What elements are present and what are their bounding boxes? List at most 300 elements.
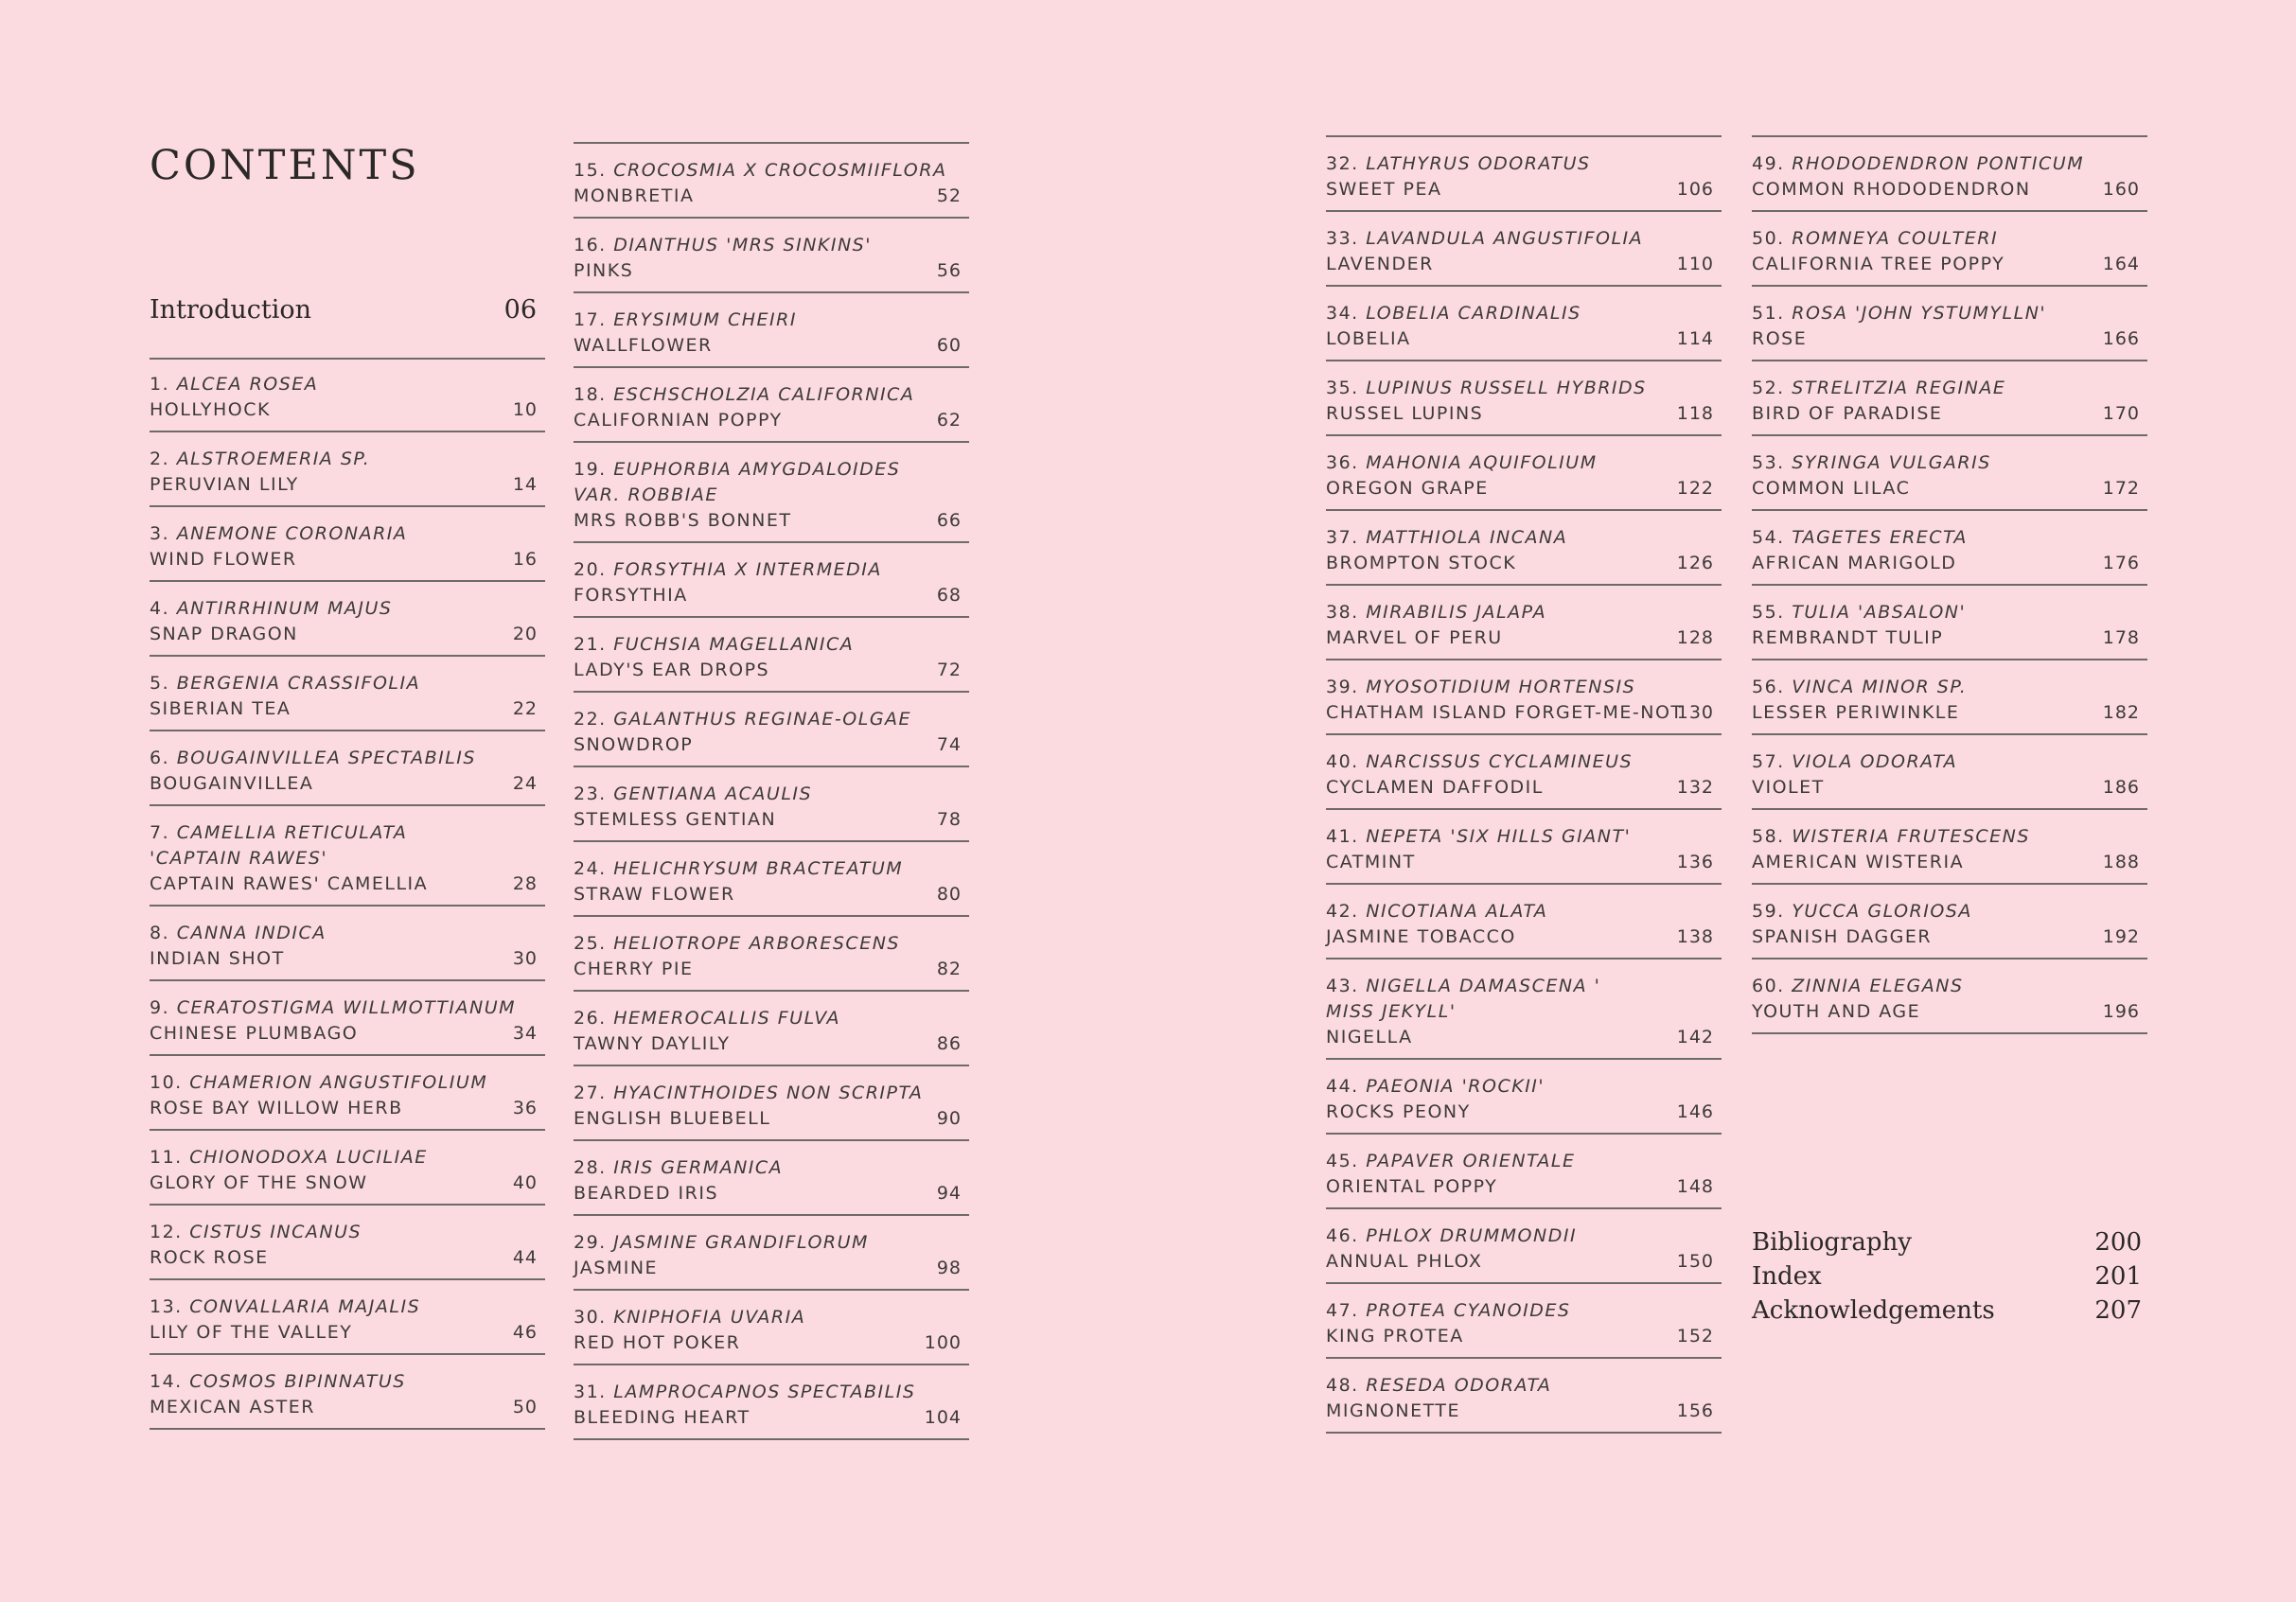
scientific-name-line	[1326, 301, 1581, 326]
scientific-name-line	[150, 1070, 487, 1096]
toc-entry[interactable]	[150, 582, 545, 657]
toc-entry[interactable]	[150, 1206, 545, 1280]
toc-entry[interactable]	[1752, 660, 2147, 735]
toc-entry[interactable]	[574, 443, 969, 543]
scientific-name	[150, 1145, 428, 1171]
scientific-name	[574, 1380, 915, 1405]
scientific-name-text: MAHONIA AQUIFOLIUM	[1366, 452, 1598, 473]
toc-entry[interactable]	[574, 1291, 969, 1365]
scientific-name-line	[574, 1155, 783, 1181]
backmatter-acknowledgements[interactable]	[1752, 1294, 2142, 1328]
introduction-label: Introduction	[150, 295, 311, 325]
toc-entry[interactable]	[1752, 810, 2147, 885]
common-name: BEARDED IRIS	[574, 1183, 719, 1204]
scientific-name	[1326, 376, 1647, 401]
toc-entry[interactable]	[574, 368, 969, 443]
common-name: MRS ROBB'S BONNET	[574, 510, 792, 531]
entry-number: 28.	[574, 1157, 607, 1178]
page-number: 130	[1676, 702, 1714, 723]
entry-number: 24.	[574, 858, 607, 879]
page-number: 72	[936, 660, 962, 680]
entry-number: 13.	[150, 1296, 183, 1317]
common-name: INDIAN SHOT	[150, 948, 285, 969]
scientific-name-text: KNIPHOFIA UVARIA	[613, 1307, 806, 1328]
entry-number: 55.	[1752, 602, 1785, 623]
scientific-name-line	[1326, 899, 1547, 924]
scientific-name-line	[574, 1081, 923, 1106]
scientific-name-line	[1326, 1373, 1551, 1399]
entry-number: 36.	[1326, 452, 1359, 473]
toc-entry[interactable]	[1326, 1135, 1722, 1209]
scientific-name	[574, 1230, 869, 1256]
scientific-name	[1752, 226, 1998, 252]
scientific-name-line	[1326, 749, 1633, 775]
scientific-name	[1326, 1298, 1570, 1324]
entry-list-4	[1752, 137, 2147, 1034]
page-number: 142	[1676, 1027, 1714, 1047]
scientific-name-line	[574, 1305, 805, 1330]
common-name: MEXICAN ASTER	[150, 1397, 315, 1417]
toc-entry[interactable]	[574, 219, 969, 293]
common-name: CHERRY PIE	[574, 959, 694, 979]
entry-number: 15.	[574, 160, 607, 181]
common-name: STRAW FLOWER	[574, 884, 735, 905]
entry-number: 20.	[574, 559, 607, 580]
entry-number: 22.	[574, 709, 607, 730]
scientific-name	[1326, 974, 1600, 1025]
scientific-name-text: DIANTHUS 'MRS SINKINS'	[613, 235, 872, 255]
scientific-name-text: FUCHSIA MAGELLANICA	[613, 634, 855, 655]
entry-number: 19.	[574, 459, 607, 480]
entry-number: 49.	[1752, 153, 1785, 174]
page-number: 56	[936, 260, 962, 281]
backmatter-page: 201	[2094, 1262, 2142, 1291]
page-number: 46	[512, 1322, 538, 1343]
scientific-name-text: RHODODENDRON PONTICUM	[1792, 153, 2085, 174]
scientific-name	[150, 921, 327, 946]
page-number: 74	[936, 734, 962, 755]
backmatter-bibliography[interactable]	[1752, 1225, 2142, 1259]
page-number: 100	[924, 1332, 962, 1353]
backmatter-page: 207	[2094, 1296, 2142, 1325]
common-name: ROSE	[1752, 328, 1808, 349]
page-number: 106	[1676, 179, 1714, 200]
page-number: 150	[1676, 1251, 1714, 1272]
scientific-name	[574, 557, 882, 583]
common-name: COMMON RHODODENDRON	[1752, 179, 2031, 200]
page-number: 30	[512, 948, 538, 969]
entry-number: 51.	[1752, 303, 1785, 324]
toc-entry[interactable]	[1326, 1284, 1722, 1359]
common-name: REMBRANDT TULIP	[1752, 627, 1944, 648]
scientific-name-text: HELIOTROPE ARBORESCENS	[613, 933, 900, 954]
common-name: ROSE BAY WILLOW HERB	[150, 1098, 403, 1118]
toc-entry[interactable]	[574, 1066, 969, 1141]
toc-entry[interactable]	[150, 907, 545, 981]
scientific-name-text: NICOTIANA ALATA	[1366, 901, 1548, 922]
toc-entry[interactable]	[1752, 959, 2147, 1034]
scientific-name-text: PHLOX DRUMMONDII	[1366, 1225, 1578, 1246]
scientific-name	[574, 782, 812, 807]
scientific-name-text: VIOLA ODORATA	[1792, 751, 1958, 772]
entry-number: 35.	[1326, 378, 1359, 398]
scientific-name	[150, 671, 420, 696]
toc-entry[interactable]	[1752, 586, 2147, 660]
common-name: BROMPTON STOCK	[1326, 553, 1517, 573]
toc-entry[interactable]	[150, 1280, 545, 1355]
toc-entry[interactable]	[574, 842, 969, 917]
scientific-name-line	[574, 158, 946, 184]
common-name: JASMINE	[574, 1258, 659, 1278]
toc-entry[interactable]	[1326, 660, 1722, 735]
entry-number: 14.	[150, 1371, 183, 1392]
scientific-name-text: CANNA INDICA	[176, 923, 327, 943]
entry-number: 53.	[1752, 452, 1785, 473]
toc-entry[interactable]	[150, 1355, 545, 1430]
backmatter-label: Acknowledgements	[1752, 1296, 1995, 1325]
common-name: PERUVIAN LILY	[150, 474, 299, 495]
toc-entry[interactable]	[574, 293, 969, 368]
scientific-name	[1326, 301, 1581, 326]
common-name: ROCK ROSE	[150, 1247, 269, 1268]
scientific-name	[1326, 525, 1567, 551]
scientific-name	[1752, 749, 1957, 775]
scientific-name-line	[150, 447, 370, 472]
toc-entry[interactable]	[1752, 511, 2147, 586]
scientific-name-line	[1326, 600, 1546, 625]
scientific-name	[1326, 226, 1643, 252]
scientific-name-line	[1326, 151, 1591, 177]
common-name: ORIENTAL POPPY	[1326, 1176, 1498, 1197]
common-name: GLORY OF THE SNOW	[150, 1172, 368, 1193]
scientific-name-line	[574, 1006, 840, 1031]
toc-entry[interactable]	[150, 657, 545, 731]
scientific-name-text: PAEONIA 'ROCKII'	[1366, 1076, 1545, 1097]
scientific-name	[1752, 450, 1991, 476]
entry-number: 32.	[1326, 153, 1359, 174]
scientific-name-text: BERGENIA CRASSIFOLIA	[176, 673, 421, 694]
toc-entry[interactable]	[1326, 586, 1722, 660]
scientific-name	[574, 1305, 805, 1330]
entry-number: 34.	[1326, 303, 1359, 324]
common-name: LAVENDER	[1326, 254, 1434, 274]
scientific-name	[1326, 600, 1546, 625]
toc-entry[interactable]	[1752, 735, 2147, 810]
scientific-name	[150, 995, 516, 1021]
entry-number: 2.	[150, 449, 170, 469]
entry-number: 21.	[574, 634, 607, 655]
page-number: 128	[1676, 627, 1714, 648]
common-name: MARVEL OF PERU	[1326, 627, 1503, 648]
scientific-name-line	[574, 632, 854, 658]
toc-entry[interactable]	[150, 1131, 545, 1206]
toc-entry[interactable]	[1326, 137, 1722, 212]
common-name: HOLLYHOCK	[150, 399, 271, 420]
scientific-name	[150, 521, 407, 547]
toc-entry[interactable]	[574, 144, 969, 219]
scientific-name-text: HELICHRYSUM BRACTEATUM	[613, 858, 904, 879]
page-number: 98	[936, 1258, 962, 1278]
scientific-name-text: WISTERIA FRUTESCENS	[1792, 826, 2030, 847]
common-name: LESSER PERIWINKLE	[1752, 702, 1960, 723]
page-number: 186	[2102, 777, 2140, 798]
entry-number: 3.	[150, 523, 170, 544]
page-number: 172	[2102, 478, 2140, 499]
scientific-name	[1752, 974, 1964, 999]
toc-entry[interactable]	[150, 507, 545, 582]
scientific-name	[1752, 899, 1972, 924]
scientific-name-line	[574, 308, 797, 333]
page-number: 20	[512, 624, 538, 644]
entry-number: 37.	[1326, 527, 1359, 548]
toc-entry[interactable]	[574, 992, 969, 1066]
entry-number: 44.	[1326, 1076, 1359, 1097]
scientific-name	[1752, 675, 1967, 700]
scientific-name	[150, 372, 318, 397]
page-number: 110	[1676, 254, 1714, 274]
toc-entry[interactable]	[1326, 436, 1722, 511]
scientific-name	[1752, 824, 2030, 850]
scientific-name-text: SYRINGA VULGARIS	[1792, 452, 1991, 473]
toc-entry[interactable]	[1326, 1209, 1722, 1284]
entry-number: 17.	[574, 309, 607, 330]
common-name: RUSSEL LUPINS	[1326, 403, 1484, 424]
scientific-name-line	[1752, 824, 2030, 850]
scientific-name-line	[1752, 899, 1972, 924]
page-number: 34	[512, 1023, 538, 1044]
entry-number: 43.	[1326, 976, 1359, 996]
toc-entry[interactable]	[1326, 1359, 1722, 1434]
scientific-name-line	[1752, 226, 1998, 252]
toc-entry[interactable]	[574, 693, 969, 767]
toc-entry[interactable]	[1326, 361, 1722, 436]
scientific-name-line	[574, 782, 812, 807]
scientific-name-line-2: VAR. ROBBIAE	[574, 484, 718, 505]
page-number: 52	[936, 185, 962, 206]
page-number: 66	[936, 510, 962, 531]
scientific-name	[150, 820, 407, 871]
scientific-name-line	[150, 372, 318, 397]
toc-entry[interactable]	[150, 731, 545, 806]
scientific-name	[574, 856, 903, 882]
scientific-name-text: GALANTHUS REGINAE-OLGAE	[613, 709, 912, 730]
scientific-name	[1326, 1074, 1545, 1100]
toc-entry[interactable]	[1326, 810, 1722, 885]
toc-entry[interactable]	[574, 917, 969, 992]
entry-number: 4.	[150, 598, 170, 619]
page-number: 80	[936, 884, 962, 905]
toc-entry[interactable]	[1752, 361, 2147, 436]
scientific-name	[1326, 151, 1591, 177]
page-number: 44	[512, 1247, 538, 1268]
common-name: CAPTAIN RAWES' CAMELLIA	[150, 873, 429, 894]
page-number: 62	[936, 410, 962, 431]
scientific-name-text: LATHYRUS ODORATUS	[1366, 153, 1591, 174]
scientific-name-text: CAMELLIA RETICULATA	[176, 822, 408, 843]
scientific-name	[1752, 301, 2046, 326]
scientific-name-text: CHAMERION ANGUSTIFOLIUM	[189, 1072, 488, 1093]
page-number: 166	[2102, 328, 2140, 349]
scientific-name	[150, 1220, 362, 1245]
toc-entry[interactable]	[574, 618, 969, 693]
page-number: 146	[1676, 1101, 1714, 1122]
toc-entry[interactable]	[1326, 212, 1722, 287]
scientific-name-text: MATTHIOLA INCANA	[1366, 527, 1568, 548]
common-name: ANNUAL PHLOX	[1326, 1251, 1483, 1272]
toc-entry[interactable]	[574, 543, 969, 618]
page-number: 182	[2102, 702, 2140, 723]
scientific-name-line	[574, 931, 900, 957]
scientific-name	[574, 1155, 783, 1181]
scientific-name-line	[150, 746, 476, 771]
page-number: 94	[936, 1183, 962, 1204]
toc-entry[interactable]	[574, 767, 969, 842]
entry-number: 42.	[1326, 901, 1359, 922]
scientific-name-line	[1752, 675, 1967, 700]
toc-entry[interactable]	[1752, 436, 2147, 511]
scientific-name-text: FORSYTHIA X INTERMEDIA	[613, 559, 882, 580]
toc-entry[interactable]	[1752, 137, 2147, 212]
scientific-name-text: COSMOS BIPINNATUS	[189, 1371, 406, 1392]
page-number: 160	[2102, 179, 2140, 200]
scientific-name-line	[574, 457, 900, 483]
common-name: CALIFORNIA TREE POPPY	[1752, 254, 2005, 274]
scientific-name-text: YUCCA GLORIOSA	[1792, 901, 1972, 922]
scientific-name-line	[1752, 376, 2005, 401]
common-name: WIND FLOWER	[150, 549, 297, 570]
scientific-name-text: PAPAVER ORIENTALE	[1366, 1151, 1576, 1171]
scientific-name-line	[150, 820, 407, 846]
page-number: 36	[512, 1098, 538, 1118]
scientific-name-text: RESEDA ODORATA	[1366, 1375, 1552, 1396]
common-name: SPANISH DAGGER	[1752, 926, 1933, 947]
scientific-name-text: CERATOSTIGMA WILLMOTTIANUM	[176, 997, 516, 1018]
scientific-name-line	[1326, 675, 1635, 700]
common-name: MIGNONETTE	[1326, 1400, 1460, 1421]
toc-entry[interactable]	[150, 981, 545, 1056]
introduction-entry[interactable]	[150, 295, 545, 360]
scientific-name-line	[1752, 525, 1968, 551]
scientific-name-line	[1752, 450, 1991, 476]
toc-entry[interactable]	[1326, 511, 1722, 586]
page-number: 16	[512, 549, 538, 570]
scientific-name	[574, 457, 900, 508]
toc-entry[interactable]	[150, 432, 545, 507]
toc-entry[interactable]	[150, 806, 545, 907]
scientific-name	[574, 1006, 840, 1031]
scientific-name-line	[150, 1145, 428, 1171]
scientific-name-text: PROTEA CYANOIDES	[1366, 1300, 1571, 1321]
toc-entry[interactable]	[150, 1056, 545, 1131]
scientific-name-line	[1326, 525, 1567, 551]
scientific-name-line	[574, 557, 882, 583]
toc-entry[interactable]	[574, 1365, 969, 1440]
scientific-name-text: NEPETA 'SIX HILLS GIANT'	[1366, 826, 1632, 847]
scientific-name-line	[1326, 226, 1643, 252]
scientific-name-line	[574, 1230, 869, 1256]
scientific-name	[1326, 1224, 1577, 1249]
scientific-name-text: NIGELLA DAMASCENA '	[1366, 976, 1601, 996]
page-number: 118	[1676, 403, 1714, 424]
scientific-name	[150, 1070, 487, 1096]
page-number: 50	[512, 1397, 538, 1417]
common-name: CHINESE PLUMBAGO	[150, 1023, 359, 1044]
scientific-name	[150, 596, 392, 622]
page-number: 178	[2102, 627, 2140, 648]
entry-number: 41.	[1326, 826, 1359, 847]
common-name: RED HOT POKER	[574, 1332, 741, 1353]
scientific-name-line	[150, 1220, 362, 1245]
entry-number: 6.	[150, 748, 170, 768]
page-number: 164	[2102, 254, 2140, 274]
scientific-name-text: ALSTROEMERIA SP.	[176, 449, 371, 469]
scientific-name-text: ANTIRRHINUM MAJUS	[176, 598, 393, 619]
common-name: STEMLESS GENTIAN	[574, 809, 777, 830]
backmatter-index[interactable]	[1752, 1259, 2142, 1294]
scientific-name-line	[1326, 450, 1598, 476]
page-number: 90	[936, 1108, 962, 1129]
common-name: BLEEDING HEART	[574, 1407, 751, 1428]
toc-entry[interactable]	[1752, 287, 2147, 361]
scientific-name-text: MYOSOTIDIUM HORTENSIS	[1366, 677, 1636, 697]
toc-entry[interactable]	[1752, 885, 2147, 959]
entry-number: 27.	[574, 1083, 607, 1103]
toc-entry[interactable]	[1326, 287, 1722, 361]
scientific-name	[574, 158, 946, 184]
common-name: SNOWDROP	[574, 734, 694, 755]
entry-number: 1.	[150, 374, 170, 395]
common-name: TAWNY DAYLILY	[574, 1033, 731, 1054]
scientific-name	[1326, 1149, 1576, 1174]
scientific-name	[1752, 525, 1968, 551]
contents-column-4	[1752, 135, 2147, 1325]
scientific-name-text: ESCHSCHOLZIA CALIFORNICA	[613, 384, 915, 405]
scientific-name	[1326, 450, 1598, 476]
toc-entry[interactable]	[574, 1216, 969, 1291]
toc-entry[interactable]	[1326, 735, 1722, 810]
toc-entry[interactable]	[574, 1141, 969, 1216]
common-name: COMMON LILAC	[1752, 478, 1911, 499]
page-number: 196	[2102, 1001, 2140, 1022]
scientific-name-line	[1326, 974, 1600, 999]
entry-number: 29.	[574, 1232, 607, 1253]
toc-entry[interactable]	[1326, 959, 1722, 1060]
scientific-name-text: NARCISSUS CYCLAMINEUS	[1366, 751, 1634, 772]
scientific-name-line	[1326, 376, 1647, 401]
entry-number: 12.	[150, 1222, 183, 1242]
scientific-name-text: ALCEA ROSEA	[176, 374, 319, 395]
scientific-name-text: EUPHORBIA AMYGDALOIDES	[613, 459, 901, 480]
entry-number: 46.	[1326, 1225, 1359, 1246]
scientific-name-line	[1326, 1074, 1545, 1100]
toc-entry[interactable]	[1326, 885, 1722, 959]
common-name: JASMINE TOBACCO	[1326, 926, 1516, 947]
toc-entry[interactable]	[150, 358, 545, 432]
scientific-name-text: CROCOSMIA X CROCOSMIIFLORA	[613, 160, 947, 181]
scientific-name	[574, 1081, 923, 1106]
common-name: CYCLAMEN DAFFODIL	[1326, 777, 1544, 798]
backmatter-page: 200	[2094, 1228, 2142, 1257]
scientific-name-text: HYACINTHOIDES NON SCRIPTA	[613, 1083, 924, 1103]
scientific-name-text: MIRABILIS JALAPA	[1366, 602, 1547, 623]
toc-entry[interactable]	[1326, 1060, 1722, 1135]
toc-entry[interactable]	[1752, 212, 2147, 287]
page-number: 132	[1676, 777, 1714, 798]
entry-number: 59.	[1752, 901, 1785, 922]
scientific-name-line	[574, 856, 903, 882]
common-name: ENGLISH BLUEBELL	[574, 1108, 771, 1129]
scientific-name	[1326, 749, 1633, 775]
